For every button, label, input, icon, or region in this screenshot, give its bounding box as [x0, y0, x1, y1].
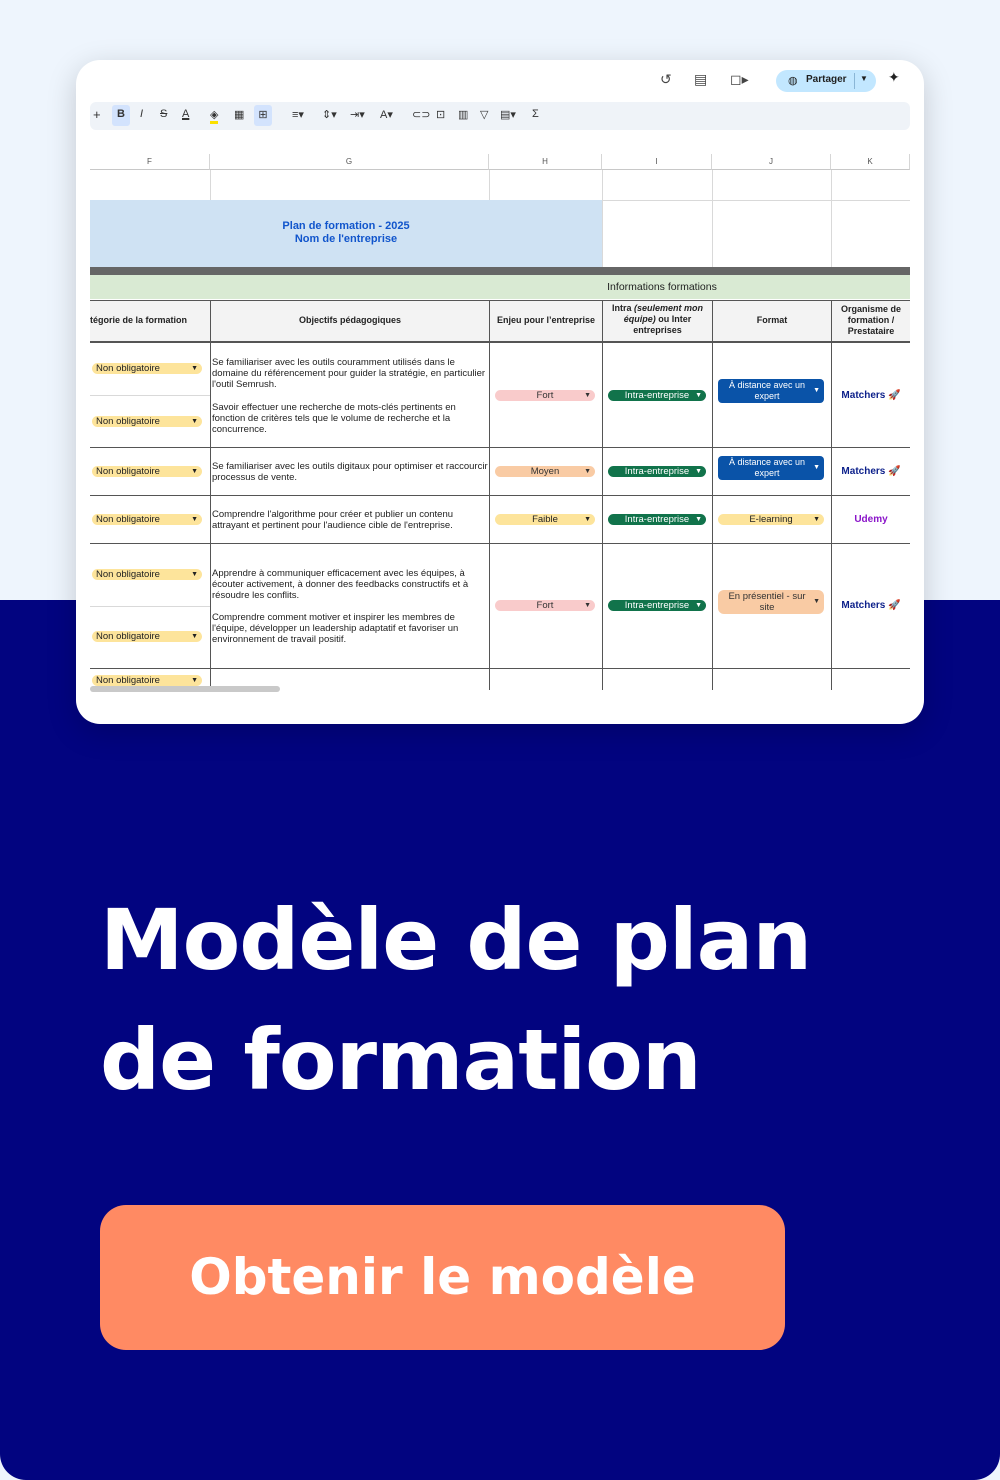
border-line	[90, 447, 910, 448]
column-header-j[interactable]: J	[712, 154, 831, 170]
enjeu-dropdown[interactable]	[495, 600, 595, 611]
objective-text[interactable]: Se familiariser avec les outils digitaux pour optimiser et raccourcir processus de vente.	[212, 461, 488, 483]
dropdown-arrow-icon: ▼	[813, 598, 820, 605]
category-dropdown[interactable]	[92, 514, 202, 525]
organisme-value[interactable]: Matchers 🚀	[841, 390, 901, 401]
enjeu-value: Fort	[536, 600, 554, 611]
table-icon[interactable]: ▤▾	[500, 109, 516, 121]
strikethrough-icon[interactable]: S	[160, 108, 168, 120]
dropdown-arrow-icon: ▼	[584, 516, 591, 523]
category-value: Non obligatoire	[96, 416, 160, 427]
sheet-topbar	[90, 70, 910, 100]
header-categorie[interactable]: tégorie de la formation	[90, 300, 210, 341]
wrap-icon[interactable]: ⇥▾	[350, 109, 365, 121]
header-objectifs[interactable]: Objectifs pédagogiques	[211, 300, 489, 341]
border-line	[90, 300, 910, 301]
bold-icon[interactable]: B	[112, 105, 130, 126]
dropdown-arrow-icon: ▼	[191, 516, 198, 523]
comment-add-icon[interactable]: ⊡	[436, 109, 446, 121]
grid-line	[712, 170, 713, 275]
section-bar	[90, 275, 910, 299]
formatting-toolbar	[90, 102, 910, 130]
objective-text[interactable]: Se familiariser avec les outils couramment utilisés dans le domaine du référencement pour guider la stratégie, en particulier l'outil Semrush.	[212, 357, 486, 390]
header-intra-emphasis: (seulement mon équipe)	[623, 303, 704, 324]
dropdown-arrow-icon: ▼	[191, 677, 198, 684]
format-dropdown[interactable]	[718, 514, 824, 525]
format-value: En présentiel - sur site	[728, 591, 806, 613]
intra-dropdown[interactable]	[608, 390, 706, 401]
format-value: À distance avec un expert	[728, 457, 806, 478]
sigma-icon[interactable]: Σ	[532, 108, 539, 120]
enjeu-value: Faible	[532, 514, 558, 525]
share-button[interactable]	[776, 70, 876, 92]
chart-icon[interactable]: ▥	[458, 109, 469, 121]
dropdown-arrow-icon: ▼	[813, 387, 820, 394]
history-icon[interactable]: ↺	[660, 72, 672, 88]
italic-icon[interactable]: I	[140, 108, 144, 120]
grid-line	[489, 170, 490, 200]
dropdown-arrow-icon: ▼	[813, 516, 820, 523]
enjeu-dropdown[interactable]	[495, 514, 595, 525]
intra-value: Intra-entreprise	[624, 600, 690, 611]
filter-icon[interactable]: ▽	[480, 109, 489, 121]
organisme-value[interactable]: Udemy	[854, 514, 888, 525]
border-line	[602, 300, 603, 690]
grid-line	[831, 170, 832, 275]
category-dropdown[interactable]	[92, 363, 202, 374]
plan-title-box[interactable]	[90, 200, 602, 267]
format-dropdown[interactable]	[718, 379, 824, 403]
align-icon[interactable]: ≡▾	[292, 109, 304, 121]
spreadsheet-preview-card	[76, 60, 924, 724]
grid-line	[90, 395, 210, 396]
border-line	[90, 543, 910, 544]
dropdown-arrow-icon: ▼	[584, 392, 591, 399]
category-dropdown[interactable]	[92, 466, 202, 477]
get-template-button[interactable]: Obtenir le modèle	[100, 1205, 785, 1350]
header-enjeu[interactable]: Enjeu pour l’entreprise	[490, 300, 602, 341]
plan-title: Plan de formation - 2025	[282, 220, 410, 232]
comment-icon[interactable]: ▤	[694, 72, 708, 88]
objective-text[interactable]: Savoir effectuer une recherche de mots-clés pertinents en fonction de critères tels que le volume de recherche et la concurrence.	[212, 402, 456, 435]
format-dropdown[interactable]	[718, 590, 824, 614]
column-header-g[interactable]: G	[210, 154, 489, 170]
header-intra-part1: Intra	[611, 303, 632, 313]
column-header-k[interactable]: K	[831, 154, 910, 170]
enjeu-dropdown[interactable]	[495, 466, 595, 477]
category-dropdown[interactable]	[92, 416, 202, 427]
header-intra-part2: ou Inter entreprises	[633, 314, 692, 335]
dropdown-arrow-icon: ▼	[191, 633, 198, 640]
separator-bar	[90, 267, 910, 275]
category-dropdown[interactable]	[92, 569, 202, 580]
enjeu-dropdown[interactable]	[495, 390, 595, 401]
objective-text[interactable]: Comprendre l'algorithme pour créer et publier un contenu attrayant et pertinent pour l'audience cible de l'entreprise.	[212, 509, 454, 531]
category-value: Non obligatoire	[96, 675, 160, 686]
intra-value: Intra-entreprise	[624, 466, 690, 477]
category-value: Non obligatoire	[96, 514, 160, 525]
border-line	[210, 300, 211, 690]
dropdown-arrow-icon: ▼	[695, 516, 702, 523]
company-name: Nom de l'entreprise	[294, 233, 398, 245]
enjeu-value: Fort	[536, 390, 554, 401]
intra-value: Intra-entreprise	[624, 514, 690, 525]
category-value: Non obligatoire	[96, 631, 160, 642]
borders-icon[interactable]: ▦	[234, 109, 245, 121]
link-icon[interactable]: ⊂⊃	[412, 109, 431, 121]
category-value: Non obligatoire	[96, 466, 160, 477]
format-dropdown[interactable]	[718, 456, 824, 480]
header-intra[interactable]	[603, 300, 712, 341]
globe-icon: ◍	[788, 75, 798, 87]
category-dropdown[interactable]	[92, 631, 202, 642]
rotate-icon[interactable]: A▾	[380, 109, 393, 121]
grid-line	[90, 606, 210, 607]
organisme-value[interactable]: Matchers 🚀	[841, 600, 901, 611]
border-line	[831, 300, 832, 690]
sheet-grid	[90, 154, 910, 710]
category-value: Non obligatoire	[96, 363, 160, 374]
dropdown-arrow-icon: ▼	[584, 468, 591, 475]
intra-dropdown[interactable]	[608, 600, 706, 611]
intra-dropdown[interactable]	[608, 514, 706, 525]
dropdown-arrow-icon: ▼	[695, 392, 702, 399]
share-separator	[854, 73, 855, 89]
share-label: Partager	[806, 74, 847, 85]
objective-text[interactable]: Comprendre comment motiver et inspirer les membres de l'équipe, développer un leadership adaptatif et favoriser un environnement de travail positif.	[212, 612, 459, 645]
gemini-icon[interactable]: ✦	[888, 70, 900, 86]
column-header-f[interactable]: F	[90, 154, 210, 170]
enjeu-value: Moyen	[530, 466, 560, 477]
dropdown-arrow-icon: ▼	[813, 464, 820, 471]
dropdown-arrow-icon: ▼	[191, 418, 198, 425]
border-line	[90, 341, 910, 343]
organisme-value[interactable]: Matchers 🚀	[841, 466, 901, 477]
fill-color-icon[interactable]: ◈	[210, 108, 218, 124]
objective-text[interactable]: Apprendre à communiquer efficacement avec les équipes, à écouter activement, à donner des feedbacks constructifs et à résoudre les conflits.	[212, 568, 469, 601]
valign-icon[interactable]: ⇕▾	[322, 109, 337, 121]
dropdown-arrow-icon: ▼	[695, 468, 702, 475]
headline: Modèle de plan de formation	[100, 891, 812, 1109]
merge-icon[interactable]: ⊞	[254, 105, 272, 126]
grid-line	[210, 170, 211, 200]
format-value: E-learning	[749, 514, 793, 525]
format-value: À distance avec un expert	[728, 380, 806, 401]
video-call-icon[interactable]: ◻▸	[730, 72, 749, 88]
dropdown-arrow-icon: ▼	[584, 602, 591, 609]
dropdown-arrow-icon: ▼	[191, 571, 198, 578]
border-line	[90, 495, 910, 496]
horizontal-scrollbar[interactable]	[90, 686, 280, 692]
border-line	[712, 300, 713, 690]
share-dropdown-icon[interactable]: ▼	[860, 74, 868, 83]
text-color-icon[interactable]: A	[182, 108, 190, 120]
column-header-i[interactable]: I	[602, 154, 712, 170]
header-format[interactable]: Format	[713, 300, 831, 341]
grid-line	[602, 170, 603, 275]
category-value: Non obligatoire	[96, 569, 160, 580]
dropdown-arrow-icon: ▼	[191, 365, 198, 372]
intra-dropdown[interactable]	[608, 466, 706, 477]
dropdown-arrow-icon: ▼	[191, 468, 198, 475]
header-organisme[interactable]: Organisme de formation / Prestataire	[832, 300, 910, 341]
section-title: Informations formations	[607, 281, 717, 293]
column-header-h[interactable]: H	[489, 154, 602, 170]
spreadsheet	[90, 70, 910, 710]
category-dropdown[interactable]	[92, 675, 202, 686]
dropdown-arrow-icon: ▼	[695, 602, 702, 609]
intra-value: Intra-entreprise	[624, 390, 690, 401]
plus-icon[interactable]: +	[93, 107, 101, 122]
border-line	[90, 668, 910, 669]
